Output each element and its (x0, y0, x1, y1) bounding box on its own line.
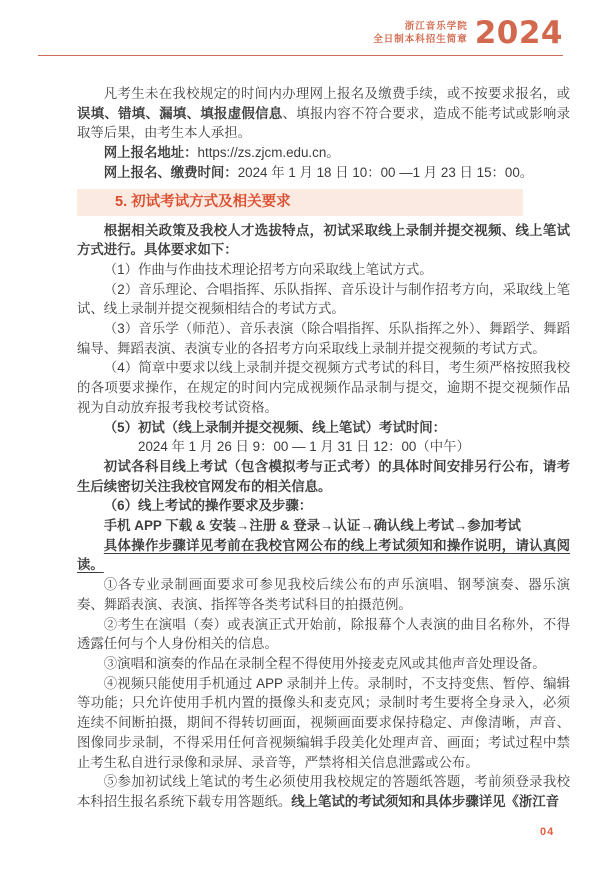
note-1: ①各专业录制画面要求可参见我校后续公布的声乐演唱、钢琴演奏、器乐演奏、舞蹈表演、表演、指挥等各类考试科目的拍摄范例。 (77, 577, 570, 612)
document-body (77, 84, 570, 812)
note-4: ④视频只能使用手机通过 APP 录制并上传。录制时，不支持变焦、暂停、编辑等功能；只允许使用手机内置的摄像头和麦克风；录制时考生要将全身录入，必须连续不间断拍摄，期间不得转切画面，视频画面要求保持稳定、声像清晰，声音、图像同步录制，不得采用任何音视频编辑手段美化处理声音、画面；考试过程中禁止考生私自进行录像和录屏、录音等，严禁将相关信息泄露或公布。 (77, 675, 570, 770)
registration-time-value: 2024 年 1 月 18 日 10：00 —1 月 23 日 15：00。 (237, 164, 534, 180)
operation-note-underlined: 具体操作步骤详见考前在我校官网公布的线上考试须知和操作说明，请认真阅读。 (77, 537, 570, 573)
registration-time-label: 网上报名、缴费时间： (103, 164, 238, 180)
item-6-steps-label: （6）线上考试的操作要求及步骤： (103, 498, 313, 514)
liability-text-bold: 误填、错填、漏填、填报虚假信息 (77, 105, 283, 121)
page-header (373, 15, 563, 51)
item-5-exam-time-label: （5）初试（线上录制并提交视频、线上笔试）考试时间： (103, 419, 447, 435)
header-school-name: 浙江音乐学院 (404, 21, 468, 32)
page-number: 04 (540, 826, 555, 838)
schedule-notice: 初试各科目线上考试（包含模拟考与正式考）的具体时间安排另行公布，请考生后续密切关注我校官网发布的相关信息。 (77, 458, 570, 494)
registration-url-label: 网上报名地址： (103, 145, 198, 161)
exam-time-value: 2024 年 1 月 26 日 9：00 — 1 月 31 日 12：00（中午） (138, 439, 470, 455)
note-2: ②考生在演唱（奏）或表演正式开始前，除报幕个人表演的曲目名称外，不得透露任何与个人身份相关的信息。 (77, 616, 570, 652)
note-5-bold-text: 线上笔试的考试须知和具体步骤详见《浙江音 (291, 793, 560, 809)
liability-text-1: 凡考生未在我校规定的时间内办理网上报名及缴费手续，或不按要求报名，或 (103, 86, 570, 101)
header-year: 2024 (474, 15, 563, 51)
liability-text-2: 、填报内容不符合要求，造成不能考试或影响录取等后果，由考生本人承担。 (77, 105, 570, 141)
note-5 (77, 772, 570, 811)
registration-url-value: https://zs.zjcm.edu.cn。 (197, 145, 340, 161)
app-flow-steps: 手机 APP 下载 & 安装→注册 & 登录→认证→确认线上考试→参加考试 (103, 518, 521, 534)
header-title-block (373, 20, 468, 46)
note-5-text: ⑤参加初试线上笔试的考生必须使用我校规定的答题纸答题，考前须登录我校本科招生报名系统下载专用答题纸。 (77, 774, 570, 809)
section-intro: 根据相关政策及我校人才选拔特点，初试采取线上录制并提交视频、线上笔试方式进行。具体要求如下： (77, 222, 570, 258)
note-3: ③演唱和演奏的作品在录制全程不得使用外接麦克风或其他声音处理设备。 (103, 655, 546, 671)
section-heading-text: 5. 初试考试方式及相关要求 (115, 193, 291, 210)
item-3: （3）音乐学（师范）、音乐表演（除合唱指挥、乐队指挥之外）、舞蹈学、舞蹈编导、舞蹈表演、表演专业的各招考方向采取线上录制并提交视频的考试方式。 (77, 321, 570, 356)
item-4: （4）简章中要求以线上录制并提交视频方式考试的科目，考生须严格按照我校的各项要求操作，在规定的时间内完成视频作品录制与提交，逾期不提交视频作品视为自动放弃报考我校考试资格。 (77, 360, 570, 415)
item-2: （2）音乐理论、合唱指挥、乐队指挥、音乐设计与制作招考方向，采取线上笔试、线上录制并提交视频相结合的考试方式。 (77, 281, 570, 317)
item-1: （1）作曲与作曲技术理论招考方向采取线上笔试方式。 (103, 261, 433, 277)
registration-time-line (77, 163, 570, 183)
section-heading-5 (77, 189, 523, 216)
paragraph-registration-liability (77, 84, 570, 143)
header-subtitle: 全日制本科招生简章 (373, 34, 468, 45)
header-rule (38, 55, 563, 56)
registration-url-line (77, 143, 570, 163)
